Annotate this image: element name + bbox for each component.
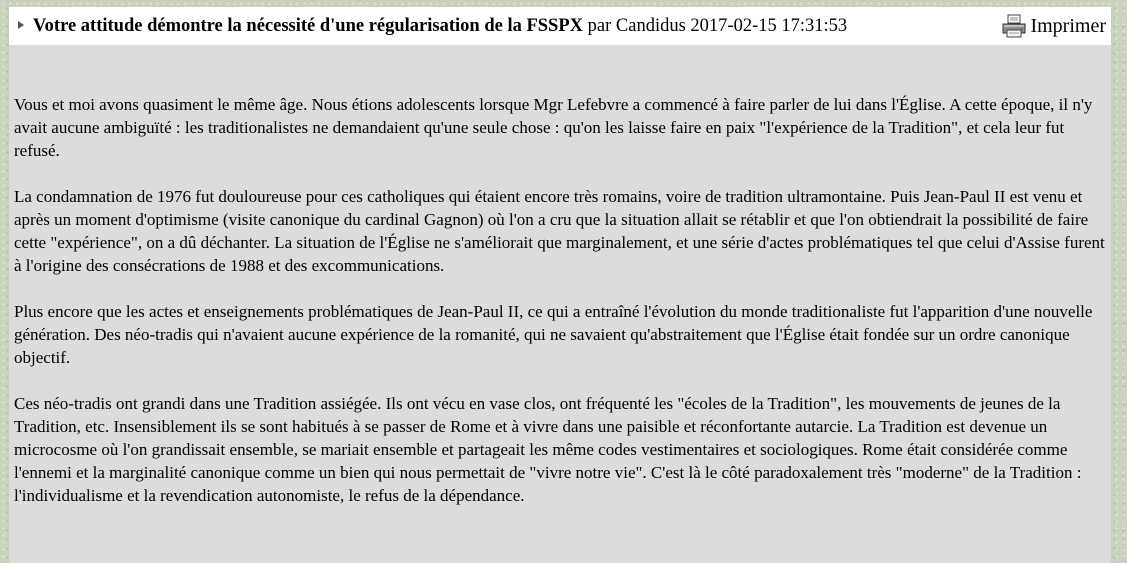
post-author: Candidus [615, 16, 686, 36]
print-label: Imprimer [1030, 15, 1106, 37]
by-label: par [587, 16, 612, 36]
post-paragraph: Ces néo-tradis ont grandi dans une Tradition assiégée. Ils ont vécu en vase clos, ont fréquenté les "écoles de la Tradition", les mouvements de jeunes de la Tradition, etc. Insensiblement ils se sont habitués à se passer de Rome et à vivre dans une paisible et réconfortante autarcie. La Tradition est devenue un microcosme où l'on grandissait ensemble, se mariait ensemble et partageait les même codes vestimentaires et sociologiques. Rome était considérée comme l'ennemi et la marginalité canonique comme un bien qui nous permettait de "vivre notre vie". C'est là le côté paradoxalement très "moderne" de la Tradition : l'individualisme et la revendication autonomiste, le refus de la dépendance. [14, 394, 1082, 505]
post-paragraph: Vous et moi avons quasiment le même âge. Nous étions adolescents lorsque Mgr Lefebvre a commencé à faire parler de lui dans l'Église. A cette époque, il n'y avait aucune ambiguïté : les traditionalistes ne demandaient qu'une seule chose : qu'on les laisse faire en paix "l'expérience de la Tradition", et cela leur fut refusé. [14, 95, 1093, 160]
post-title[interactable]: Votre attitude démontre la nécessité d'une régularisation de la FSSPX [33, 16, 584, 36]
print-button[interactable] [1001, 13, 1106, 39]
forum-post [9, 7, 1111, 563]
post-body [14, 93, 1110, 530]
post-paragraph: La condamnation de 1976 fut douloureuse pour ces catholiques qui étaient encore très romains, voire de tradition ultramontaine. Puis Jean-Paul II est venu et après un moment d'optimisme (visite canonique du cardinal Gagnon) où l'on a cru que la situation allait se rétablir et que l'on obtiendrait la possibilité de faire cette "expérience", on a dû déchanter. La situation de l'Église ne s'améliorait que marginalement, et une série d'actes problématiques tel que celui d'Assise furent à l'origine des consécrations de 1988 et des excommunications. [14, 187, 1105, 275]
printer-icon [1001, 14, 1027, 38]
post-paragraph: Plus encore que les actes et enseignements problématiques de Jean-Paul II, ce qui a entraîné l'évolution du monde traditionaliste fut l'apparition d'une nouvelle génération. Des néo-tradis qui n'avaient aucune expérience de la romanité, qui ne savaient qu'abstraitement que l'Église était fondée sur un ordre canonique objectif. [14, 302, 1093, 367]
triangle-right-icon[interactable] [18, 21, 24, 29]
post-title-line [33, 15, 847, 37]
post-date: 2017-02-15 17:31:53 [690, 16, 848, 36]
post-header [9, 7, 1111, 45]
